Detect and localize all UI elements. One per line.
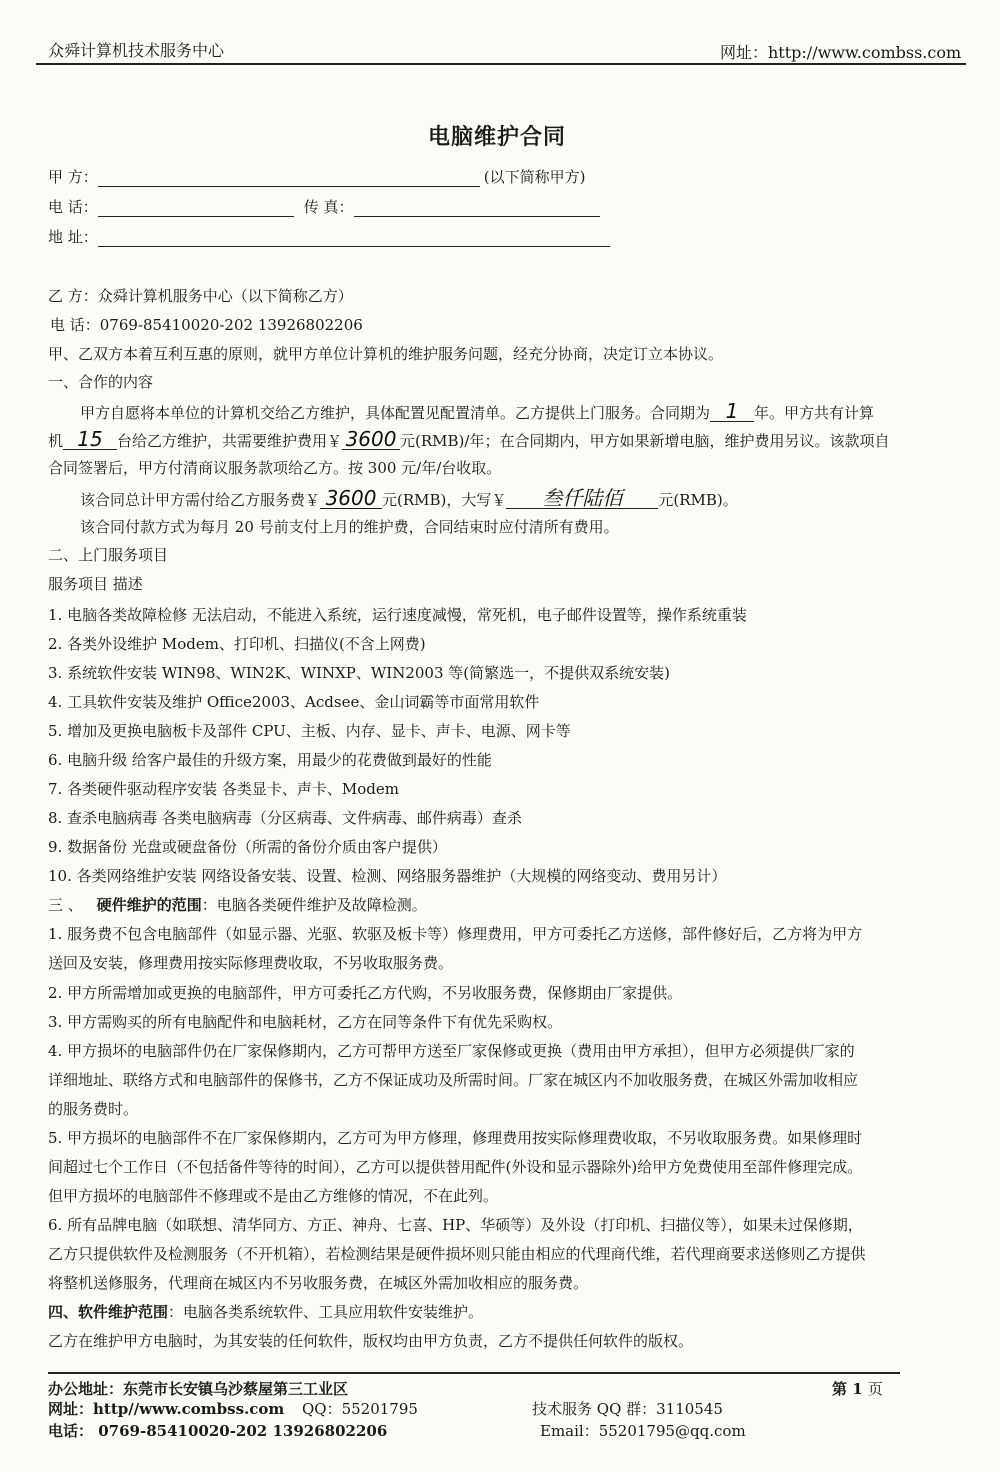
service-item: 3. 系统软件安装 WIN98、WIN2K、WINXP、WIN2003 等(简繁选一，不提供双系统安装) — [48, 664, 670, 682]
party-a-phone-label: 电 话： — [48, 198, 98, 216]
footer-address: 办公地址：东莞市长安镇乌沙蔡屋第三工业区 — [48, 1380, 349, 1398]
footer-page-number — [832, 1378, 883, 1399]
service-item: 9. 数据备份 光盘或硬盘备份（所需的备份介质由客户提供） — [48, 838, 447, 856]
section4-line: 乙方在维护甲方电脑时，为其安装的任何软件，版权均由甲方负责，乙方不提供任何软件的版权。 — [48, 1332, 694, 1350]
annual-fee-value: 3600 — [342, 430, 400, 450]
party-b-phone: 电 话：0769-85410020-202 13926802206 — [50, 316, 363, 334]
section3-heading-rest: ：电脑各类硬件维护及故障检测。 — [201, 896, 427, 914]
section3-heading-num: 三 、 — [48, 896, 83, 914]
section3-line: 4. 甲方损坏的电脑部件仍在厂家保修期内，乙方可帮甲方送至厂家保修或更换（费用由甲方承担），但甲方必须提供厂家的 — [48, 1042, 855, 1060]
service-item: 10. 各类网络维护安装 网络设备安装、设置、检测、网络服务器维护（大规模的网络变动、费用另计） — [48, 867, 727, 885]
section2-subheading: 服务项目 描述 — [48, 575, 143, 593]
party-a-name-label: 甲 方： — [48, 168, 98, 186]
total-fee-value: 3600 — [320, 489, 382, 509]
party-a-phone-blank[interactable] — [98, 200, 294, 217]
section3-heading — [48, 896, 427, 915]
section1-p1-text-b: 年。甲方共有计算 — [754, 404, 875, 422]
service-item: 2. 各类外设维护 Modem、打印机、扫描仪(不含上网费) — [48, 635, 426, 653]
footer-email: Email：55201795@qq.com — [540, 1422, 746, 1440]
section1-p4-text-c: 元(RMB)。 — [658, 491, 738, 509]
party-a-fax-blank[interactable] — [354, 200, 600, 217]
section3-line: 6. 所有品牌电脑（如联想、清华同方、方正、神舟、七喜、HP、华硕等）及外设（打印机、扫描仪等），如果未过保修期， — [48, 1216, 863, 1234]
contract-years-value: 1 — [710, 402, 754, 422]
service-item: 5. 增加及更换电脑板卡及部件 CPU、主板、内存、显卡、声卡、电源、网卡等 — [48, 722, 571, 740]
section4-heading — [48, 1303, 483, 1322]
footer-qq: QQ：55201795 — [302, 1400, 418, 1418]
section1-p1 — [80, 399, 875, 423]
section3-line: 2. 甲方所需增加或更换的电脑部件，甲方可委托乙方代购，不另收服务费，保修期由厂家提供。 — [48, 984, 683, 1002]
section4-heading-bold: 四、软件维护范围 — [48, 1303, 169, 1321]
section1-p5: 该合同付款方式为每月 20 号前支付上月的维护费，合同结束时应付清所有费用。 — [80, 518, 619, 536]
party-a-name-suffix: (以下简称甲方) — [483, 168, 586, 186]
footer-phone: 电话： 0769-85410020-202 13926802206 — [48, 1422, 388, 1440]
section1-p3: 合同签署后，甲方付清商议服务款项给乙方。按 300 元/年/台收取。 — [48, 459, 502, 477]
section3-line: 的服务费时。 — [48, 1100, 139, 1118]
page-title: 电脑维护合同 — [428, 124, 567, 150]
section3-line: 但甲方损坏的电脑部件不修理或不是由乙方维修的情况，不在此列。 — [48, 1187, 499, 1205]
section2-heading: 二、上门服务项目 — [48, 546, 169, 564]
footer-page-num: 1 — [852, 1380, 863, 1398]
header-company: 众舜计算机技术服务中心 — [48, 41, 225, 60]
computer-count-value: 15 — [63, 430, 117, 450]
party-a-fax-label: 传 真： — [303, 198, 354, 216]
section1-p4 — [80, 486, 738, 510]
section3-line: 间超过七个工作日（不包括备件等待的时间），乙方可以提供替用配件(外设和显示器除外)给甲方免费使用至部件修理完成。 — [48, 1158, 863, 1176]
section3-line: 5. 甲方损坏的电脑部件不在厂家保修期内，乙方可为甲方修理，修理费用按实际修理费收取，不另收取服务费。如果修理时 — [48, 1129, 863, 1147]
section1-p4-text-b: 元(RMB)，大写￥ — [382, 491, 507, 509]
footer-page-pre: 第 — [832, 1380, 848, 1398]
party-a-name-row — [48, 168, 586, 187]
section4-heading-rest: ：电脑各类系统软件、工具应用软件安装维护。 — [168, 1303, 484, 1321]
section3-line: 3. 甲方需购买的所有电脑配件和电脑耗材，乙方在同等条件下有优先采购权。 — [48, 1013, 563, 1031]
section3-heading-bold: 硬件维护的范围 — [96, 896, 202, 914]
section1-p2-text-a: 机 — [48, 432, 64, 450]
party-a-name-blank[interactable] — [98, 170, 480, 187]
service-item: 1. 电脑各类故障检修 无法启动，不能进入系统，运行速度减慢，常死机，电子邮件设置等，操作系统重装 — [48, 606, 747, 624]
section1-heading: 一、合作的内容 — [48, 373, 154, 391]
section3-line: 详细地址、联络方式和电脑部件的保修书，乙方不保证成功及所需时间。厂家在城区内不加收服务费，在城区外需加收相应 — [48, 1071, 859, 1089]
footer-page-post: 页 — [867, 1380, 883, 1398]
footer-rule — [48, 1372, 900, 1374]
section1-p4-text-a: 该合同总计甲方需付给乙方服务费￥ — [80, 491, 321, 509]
party-a-phone-row — [48, 198, 600, 217]
section3-line: 送回及安装，修理费用按实际修理费收取，不另收取服务费。 — [48, 954, 454, 972]
section1-p1-text-a: 甲方自愿将本单位的计算机交给乙方维护，具体配置见配置清单。乙方提供上门服务。合同期为 — [80, 404, 711, 422]
footer-website: 网址：http//www.combss.com — [48, 1400, 285, 1418]
service-item: 7. 各类硬件驱动程序安装 各类显卡、声卡、Modem — [48, 780, 399, 798]
service-item: 6. 电脑升级 给客户最佳的升级方案，用最少的花费做到最好的性能 — [48, 751, 492, 769]
service-item: 4. 工具软件安装及维护 Office2003、Acdsee、金山词霸等市面常用软件 — [48, 693, 540, 711]
party-b-line: 乙 方：众舜计算机服务中心（以下简称乙方） — [48, 287, 353, 305]
section1-p2 — [48, 427, 890, 451]
service-item: 8. 查杀电脑病毒 各类电脑病毒（分区病毒、文件病毒、邮件病毒）查杀 — [48, 809, 522, 827]
header-website: 网址：http://www.combss.com — [720, 43, 962, 62]
section3-line: 乙方只提供软件及检测服务（不开机箱），若检测结果是硬件损坏则只能由相应的代理商代维，若代理商要求送修则乙方提供 — [48, 1245, 866, 1263]
section3-line: 将整机送修服务，代理商在城区内不另收服务费，在城区外需加收相应的服务费。 — [48, 1274, 589, 1292]
party-a-address-blank[interactable] — [98, 230, 610, 247]
header-rule — [36, 63, 966, 65]
section3-line: 1. 服务费不包含电脑部件（如显示器、光驱、软驱及板卡等）修理费用，甲方可委托乙方送修，部件修好后，乙方将为甲方 — [48, 925, 863, 943]
footer-qq-group: 技术服务 QQ 群：3110545 — [532, 1400, 723, 1418]
total-fee-upper-value: 叁仟陆佰 — [506, 489, 658, 509]
party-a-address-row — [48, 228, 610, 247]
section1-p2-text-c: 元(RMB)/年；在合同期内，甲方如果新增电脑，维护费用另议。该款项自 — [400, 432, 890, 450]
party-a-address-label: 地 址： — [48, 228, 98, 246]
intro-paragraph: 甲、乙双方本着互利互惠的原则，就甲方单位计算机的维护服务问题，经充分协商，决定订立本协议。 — [48, 345, 724, 363]
section1-p2-text-b: 台给乙方维护，共需要维护费用￥ — [117, 432, 343, 450]
